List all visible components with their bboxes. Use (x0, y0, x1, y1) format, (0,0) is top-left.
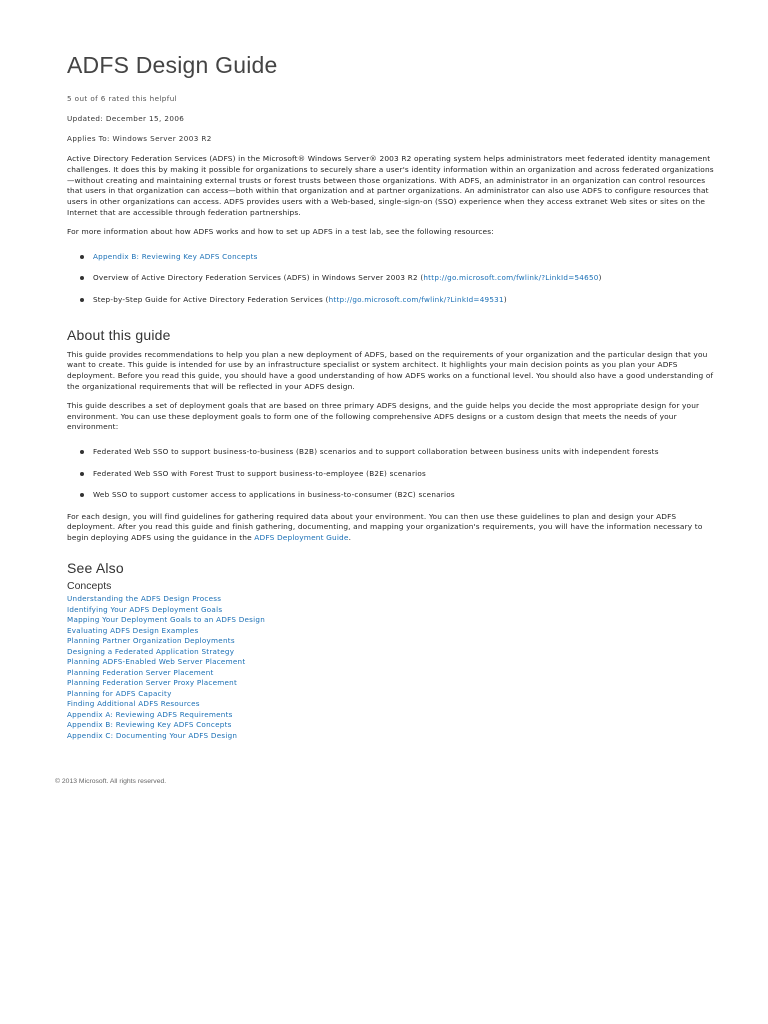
about-paragraph-1: This guide provides recommendations to help you plan a new deployment of ADFS, based on the requirements of your organization and the particular design that you want to create. This guide is intended for use by an infrastructure specialist or system architect. It highlights your main decision points as you plan your ADFS deployment. Before you read this guide, you should have a good understanding of how ADFS works on a functional level. You should also have a good understanding of the organizational requirements that will be reflected in your ADFS design. (67, 349, 714, 391)
list-item (67, 295, 715, 305)
see-also-link[interactable]: Planning for ADFS Capacity (67, 688, 172, 698)
list-item (67, 594, 715, 605)
see-also-link[interactable]: Appendix A: Reviewing ADFS Requirements (67, 709, 233, 719)
design-text: Federated Web SSO to support business-to-business (B2B) scenarios and to support collaboration between business units with independent forests (93, 447, 659, 457)
deployment-guide-link[interactable]: ADFS Deployment Guide (254, 533, 349, 543)
resource-close: ) (503, 294, 507, 304)
list-item (67, 626, 715, 637)
document-page (67, 52, 715, 741)
helpful-rating: 5 out of 6 rated this helpful (67, 94, 178, 103)
resource-text: Step-by-Step Guide for Active Directory Federation Services ( (93, 294, 329, 304)
list-item (67, 273, 715, 283)
list-item (67, 615, 715, 626)
resources-list (67, 252, 715, 305)
see-also-heading: See Also (67, 560, 124, 577)
bullet-icon (80, 255, 84, 259)
list-item (67, 731, 715, 742)
see-also-link[interactable]: Appendix C: Documenting Your ADFS Design (67, 730, 238, 740)
design-text: Federated Web SSO with Forest Trust to support business-to-employee (B2E) scenarios (93, 468, 427, 478)
more-info-paragraph: For more information about how ADFS works and how to set up ADFS in a test lab, see the following resources: (67, 226, 494, 236)
designs-list (67, 447, 715, 500)
list-item (67, 668, 715, 679)
see-also-link[interactable]: Evaluating ADFS Design Examples (67, 625, 199, 635)
see-also-link[interactable]: Planning ADFS-Enabled Web Server Placement (67, 657, 246, 667)
applies-to: Applies To: Windows Server 2003 R2 (67, 134, 212, 143)
see-also-link[interactable]: Designing a Federated Application Strategy (67, 646, 235, 656)
resource-text: Overview of Active Directory Federation Services (ADFS) in Windows Server 2003 R2 ( (93, 273, 424, 283)
bullet-icon (80, 276, 84, 280)
list-item (67, 720, 715, 731)
list-item (67, 699, 715, 710)
paragraph-end: . (348, 533, 352, 543)
list-item (67, 689, 715, 700)
about-paragraph-3 (67, 512, 715, 544)
see-also-link[interactable]: Understanding the ADFS Design Process (67, 594, 222, 604)
list-item (67, 252, 715, 262)
see-also-link[interactable]: Planning Federation Server Proxy Placement (67, 678, 238, 688)
step-by-step-url-link[interactable]: http://go.microsoft.com/fwlink/?LinkId=49531 (328, 294, 504, 304)
list-item (67, 647, 715, 658)
list-item (67, 605, 715, 616)
intro-paragraph: Active Directory Federation Services (ADFS) in the Microsoft® Windows Server® 2003 R2 operating system helps administrators meet federated identity management challenges. It does this by making it possible for organizations to securely share a user's identity information within an organization and across federated organizations —without creating and maintaining external trusts or forest trusts between those organizations. With ADFS, an administrator in an organization can control resources that users in that organization can access—both within that organization and at partner organizations. An administrator can also use ADFS to configure resources that users in other organizations can access. ADFS provides users with a Web-based, single-sign-on (SSO) experience when they access extranet Web sites or sites on the Internet that are accessible through federation partnerships. (67, 154, 714, 217)
see-also-links (67, 594, 715, 741)
see-also-link[interactable]: Planning Federation Server Placement (67, 667, 214, 677)
see-also-link[interactable]: Identifying Your ADFS Deployment Goals (67, 604, 223, 614)
resource-close: ) (598, 273, 602, 283)
copyright-footer: © 2013 Microsoft. All rights reserved. (55, 778, 167, 785)
concepts-heading: Concepts (67, 580, 112, 593)
list-item (67, 657, 715, 668)
see-also-link[interactable]: Planning Partner Organization Deployments (67, 636, 235, 646)
list-item (67, 447, 715, 457)
about-paragraph-2: This guide describes a set of deployment goals that are based on three primary ADFS designs, and the guide helps you decide the most appropriate design for your environment. You can use these deployment goals to form one of the following comprehensive ADFS designs or a custom design that meets the needs of your environment: (67, 400, 700, 432)
design-text: Web SSO to support customer access to applications in business-to-consumer (B2C) scenarios (93, 490, 455, 500)
list-item (67, 636, 715, 647)
paragraph-text: For each design, you will find guidelines for gathering required data about your environment. You can then use these guidelines to plan and design your ADFS deployment. After you read this guide and finish gathering, documenting, and mapping your organization's requirements, you will have the information necessary to begin deploying ADFS using the guidance in the (67, 511, 703, 543)
see-also-link[interactable]: Appendix B: Reviewing Key ADFS Concepts (67, 720, 232, 730)
updated-date: Updated: December 15, 2006 (67, 114, 185, 123)
list-item (67, 678, 715, 689)
see-also-link[interactable]: Finding Additional ADFS Resources (67, 699, 200, 709)
bullet-icon (80, 450, 84, 454)
bullet-icon (80, 472, 84, 476)
appendix-b-link[interactable]: Appendix B: Reviewing Key ADFS Concepts (93, 251, 258, 261)
page-title: ADFS Design Guide (67, 52, 278, 78)
bullet-icon (80, 493, 84, 497)
about-heading: About this guide (67, 326, 171, 343)
bullet-icon (80, 298, 84, 302)
list-item (67, 469, 715, 479)
list-item (67, 710, 715, 721)
overview-url-link[interactable]: http://go.microsoft.com/fwlink/?LinkId=54650 (423, 273, 599, 283)
list-item (67, 490, 715, 500)
see-also-link[interactable]: Mapping Your Deployment Goals to an ADFS Design (67, 615, 266, 625)
